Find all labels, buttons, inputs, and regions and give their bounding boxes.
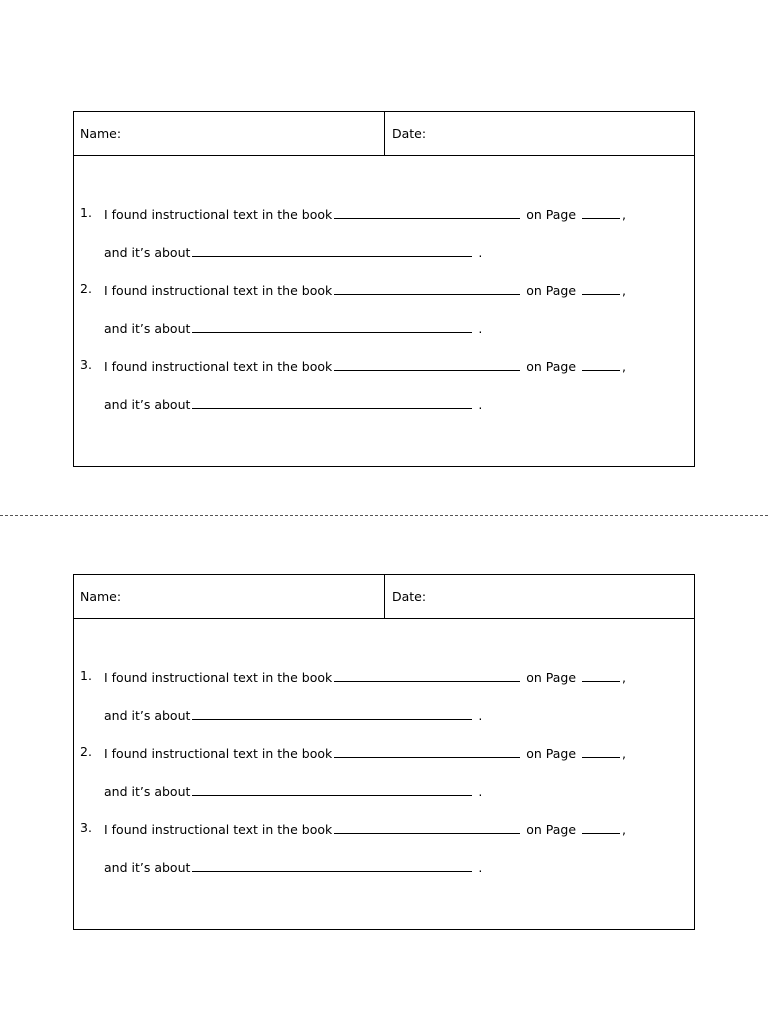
- about-blank[interactable]: [192, 705, 472, 720]
- about-text: and it’s about: [104, 397, 191, 412]
- on-page-text: on Page: [526, 283, 577, 298]
- comma: ,: [622, 746, 626, 761]
- comma: ,: [622, 822, 626, 837]
- name-label: Name:: [80, 126, 122, 141]
- about-blank[interactable]: [192, 857, 472, 872]
- found-text: I found instructional text in the book: [104, 746, 333, 761]
- page-number-blank[interactable]: [582, 204, 620, 219]
- about-blank[interactable]: [192, 318, 472, 333]
- book-title-blank[interactable]: [334, 356, 520, 371]
- period: .: [478, 321, 483, 336]
- date-label: Date:: [392, 589, 427, 604]
- comma: ,: [622, 283, 626, 298]
- page-number-blank[interactable]: [582, 743, 620, 758]
- about-text: and it’s about: [104, 245, 191, 260]
- worksheet-card-bottom: [73, 574, 695, 930]
- on-page-text: on Page: [526, 822, 577, 837]
- period: .: [478, 245, 483, 260]
- item-number: 2.: [80, 281, 92, 296]
- about-text: and it’s about: [104, 708, 191, 723]
- worksheet-card-top: [73, 111, 695, 467]
- found-text: I found instructional text in the book: [104, 822, 333, 837]
- page-number-blank[interactable]: [582, 356, 620, 371]
- book-title-blank[interactable]: [334, 743, 520, 758]
- about-text: and it’s about: [104, 321, 191, 336]
- comma: ,: [622, 359, 626, 374]
- item-number: 3.: [80, 357, 92, 372]
- item-number: 1.: [80, 205, 92, 220]
- book-title-blank[interactable]: [334, 819, 520, 834]
- found-text: I found instructional text in the book: [104, 359, 333, 374]
- period: .: [478, 784, 483, 799]
- comma: ,: [622, 670, 626, 685]
- about-text: and it’s about: [104, 860, 191, 875]
- period: .: [478, 860, 483, 875]
- about-blank[interactable]: [192, 242, 472, 257]
- item-number: 1.: [80, 668, 92, 683]
- on-page-text: on Page: [526, 746, 577, 761]
- comma: ,: [622, 207, 626, 222]
- period: .: [478, 397, 483, 412]
- about-text: and it’s about: [104, 784, 191, 799]
- found-text: I found instructional text in the book: [104, 670, 333, 685]
- on-page-text: on Page: [526, 207, 577, 222]
- card-header: [74, 112, 694, 156]
- found-text: I found instructional text in the book: [104, 283, 333, 298]
- date-label: Date:: [392, 126, 427, 141]
- page-number-blank[interactable]: [582, 280, 620, 295]
- item-number: 3.: [80, 820, 92, 835]
- on-page-text: on Page: [526, 670, 577, 685]
- book-title-blank[interactable]: [334, 667, 520, 682]
- on-page-text: on Page: [526, 359, 577, 374]
- cut-line: [0, 515, 768, 516]
- page-number-blank[interactable]: [582, 667, 620, 682]
- item-number: 2.: [80, 744, 92, 759]
- about-blank[interactable]: [192, 394, 472, 409]
- page-number-blank[interactable]: [582, 819, 620, 834]
- found-text: I found instructional text in the book: [104, 207, 333, 222]
- header-divider: [384, 112, 385, 155]
- header-divider: [384, 575, 385, 618]
- about-blank[interactable]: [192, 781, 472, 796]
- period: .: [478, 708, 483, 723]
- card-header: [74, 575, 694, 619]
- name-label: Name:: [80, 589, 122, 604]
- book-title-blank[interactable]: [334, 280, 520, 295]
- book-title-blank[interactable]: [334, 204, 520, 219]
